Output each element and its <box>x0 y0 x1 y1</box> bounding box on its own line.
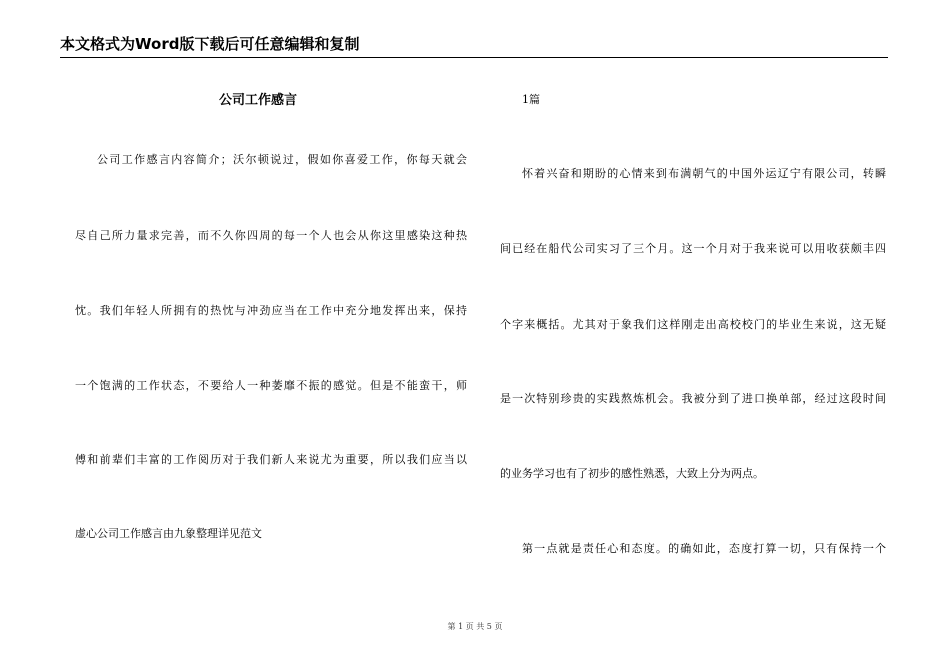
header-text: 本文格式为Word版下载后可任意编辑和复制 <box>60 35 360 53</box>
body-line: 忱。我们年轻人所拥有的热忱与冲劲应当在工作中充分地发挥出来，保持 <box>75 304 467 317</box>
left-column <box>75 0 467 672</box>
body-line: 是一次特别珍贵的实践熬炼机会。我被分到了进口换单部，经过这段时间 <box>500 392 886 405</box>
body-line: 间已经在船代公司实习了三个月。这一个月对于我来说可以用收获颇丰四 <box>500 242 886 255</box>
body-line: 的业务学习也有了初步的感性熟悉，大致上分为两点。 <box>500 467 764 480</box>
body-line: 1篇 <box>522 93 540 106</box>
body-line: 第一点就是责任心和态度。的确如此，态度打算一切，只有保持一个 <box>522 542 886 555</box>
document-title: 公司工作感言 <box>219 93 298 108</box>
body-line: 怀着兴奋和期盼的心情来到布满朝气的中国外运辽宁有限公司，转瞬 <box>522 167 886 180</box>
body-line: 傅和前辈们丰富的工作阅历对于我们新人来说尤为重要，所以我们应当以 <box>75 453 467 466</box>
body-line: 尽自己所力量求完善，而不久你四周的每一个人也会从你这里感染这种热 <box>75 229 467 242</box>
body-line: 个字来概括。尤其对于象我们这样刚走出高校校门的毕业生来说，这无疑 <box>500 318 886 331</box>
body-line: 一个饱满的工作状态，不要给人一种萎靡不振的感觉。但是不能蛮干，师 <box>75 379 467 392</box>
body-line: 公司工作感言内容简介；沃尔顿说过，假如你喜爱工作，你每天就会 <box>97 153 467 166</box>
right-column <box>500 0 886 672</box>
page-number: 第 1 页 共 5 页 <box>447 622 503 631</box>
body-line: 虚心公司工作感言由九象整理详见范文 <box>75 527 262 540</box>
